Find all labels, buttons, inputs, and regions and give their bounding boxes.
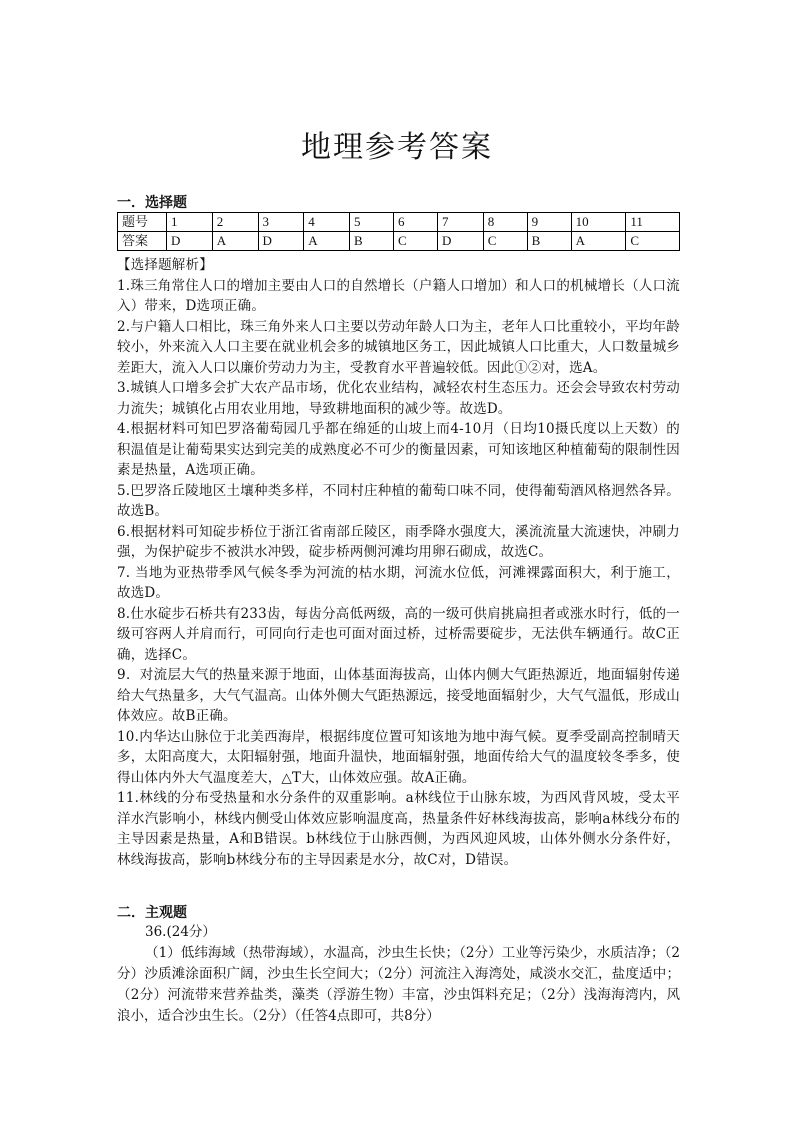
table-cell: 4 [304,213,350,232]
analysis-paragraph-11: 11.林线的分布受热量和水分条件的双重影响。a林线位于山脉东坡，为西风背风坡，受太平洋水汽影响小，林线内侧受山体效应影响温度高，热量条件好林线海拔高，影响a林线分布的主导因素是热量，A和B错误。b林线位于山脉西侧，为西风迎风坡，山体外侧水分条件好，林线海拔高，影响b林线分布的主导因素是水分，故C对，D错误。 [117,790,680,868]
page-title: 地理参考答案 [301,130,493,165]
analysis-paragraph-2: 2.与户籍人口相比，珠三角外来人口主要以劳动年龄人口为主，老年人口比重较小，平均年龄较小，外来流入人口主要在就业机会多的城镇地区务工，因此城镇人口比重大，人口数量城乡差距大，流入人口以廉价劳动力为主，受教育水平普遍较低。因此①②对，选A。 [117,318,680,376]
table-cell: B [350,232,394,251]
analysis-heading: 【选择题解析】 [117,257,213,273]
analysis-paragraph-6: 6.根据材料可知碇步桥位于浙江省南部丘陵区，雨季降水强度大，溪流流量大流速快，冲刷力强，为保护碇步不被洪水冲毁，碇步桥两侧河滩均用卵石砌成，故选C。 [117,523,680,560]
table-cell: A [571,232,626,251]
analysis-paragraph-9: 9．对流层大气的热量来源于地面，山体基面海拔高，山体内侧大气距热源近，地面辐射传递给大气热量多，大气气温高。山体外侧大气距热源远，接受地面辐射少，大气气温低，形成山体效应。故B正确。 [117,667,680,724]
table-cell: 9 [527,213,571,232]
table-cell: 1 [167,213,213,232]
table-cell: C [393,232,437,251]
section-heading-choice: 一．选择题 [117,195,187,211]
analysis-paragraph-5: 5.巴罗洛丘陵地区土壤种类多样，不同村庄种植的葡萄口味不同，使得葡萄酒风格迥然各异。故选B。 [117,482,680,519]
table-cell: D [167,232,213,251]
question-36 [117,922,680,1027]
table-cell: 10 [571,213,626,232]
table-row-questions [118,213,680,232]
table-cell: D [437,232,483,251]
table-cell: 5 [350,213,394,232]
table-row-answers [118,232,680,251]
section-heading-subjective: 二．主观题 [117,905,187,921]
table-cell: 8 [483,213,527,232]
analysis-paragraph-10: 10.内华达山脉位于北美西海岸，根据纬度位置可知该地为地中海气候。夏季受副高控制晴天多，太阳高度大，太阳辐射强，地面升温快，地面辐射强，地面传给大气的温度较冬季多，使得山体内外大气温度差大，△T大，山体效应强。故A正确。 [117,728,680,786]
table-cell: A [212,232,258,251]
analysis-paragraph-8: 8.仕水碇步石桥共有233齿，每齿分高低两级，高的一级可供肩挑扁担者或涨水时行，低的一级可容两人并肩而行，可同向行走也可面对面过桥，过桥需要碇步，无法供车辆通行。故C正确，选择C。 [117,605,680,663]
row-label-question: 题号 [118,213,167,232]
question-36-answer: （1）低纬海域（热带海域），水温高，沙虫生长快；（2分）工业等污染少，水质洁净；（2分）沙质滩涂面积广阔，沙虫生长空间大；（2分）河流注入海湾处，咸淡水交汇，盐度适中；（2分）河流带来营养盐类，藻类（浮游生物）丰富，沙虫饵料充足；（2分）浅海海湾内，风浪小，适合沙虫生长。（2分）（任答4点即可，共8分） [117,945,680,1024]
analysis-paragraph-1: 1.珠三角常住人口的增加主要由人口的自然增长（户籍人口增加）和人口的机械增长（人口流入）带来，D选项正确。 [117,277,680,314]
answer-table [117,212,680,251]
table-cell: 2 [212,213,258,232]
analysis-paragraph-3: 3.城镇人口增多会扩大农产品市场，优化农业结构，减轻农村生态压力。还会会导致农村劳动力流失；城镇化占用农业用地，导致耕地面积的减少等。故选D。 [117,380,680,417]
table-cell: 6 [393,213,437,232]
table-cell: A [304,232,350,251]
table-cell: 11 [626,213,680,232]
table-cell: B [527,232,571,251]
table-cell: 3 [258,213,304,232]
analysis-section [117,255,680,870]
table-cell: D [258,232,304,251]
analysis-paragraph-4: 4.根据材料可知巴罗洛葡萄园几乎都在绵延的山坡上而4-10月（日均10摄氏度以上天数）的积温值是让葡萄果实达到完美的成熟度必不可少的衡量因素，可知该地区种植葡萄的限制性因素是热量，A选项正确。 [117,421,680,478]
row-label-answer: 答案 [118,232,167,251]
question-36-label: 36.(24分） [145,924,216,940]
table-cell: C [483,232,527,251]
table-cell: C [626,232,680,251]
table-cell: 7 [437,213,483,232]
analysis-paragraph-7: 7. 当地为亚热带季风气候冬季为河流的枯水期，河流水位低，河滩裸露面积大，利于施工，故选D。 [117,564,680,601]
